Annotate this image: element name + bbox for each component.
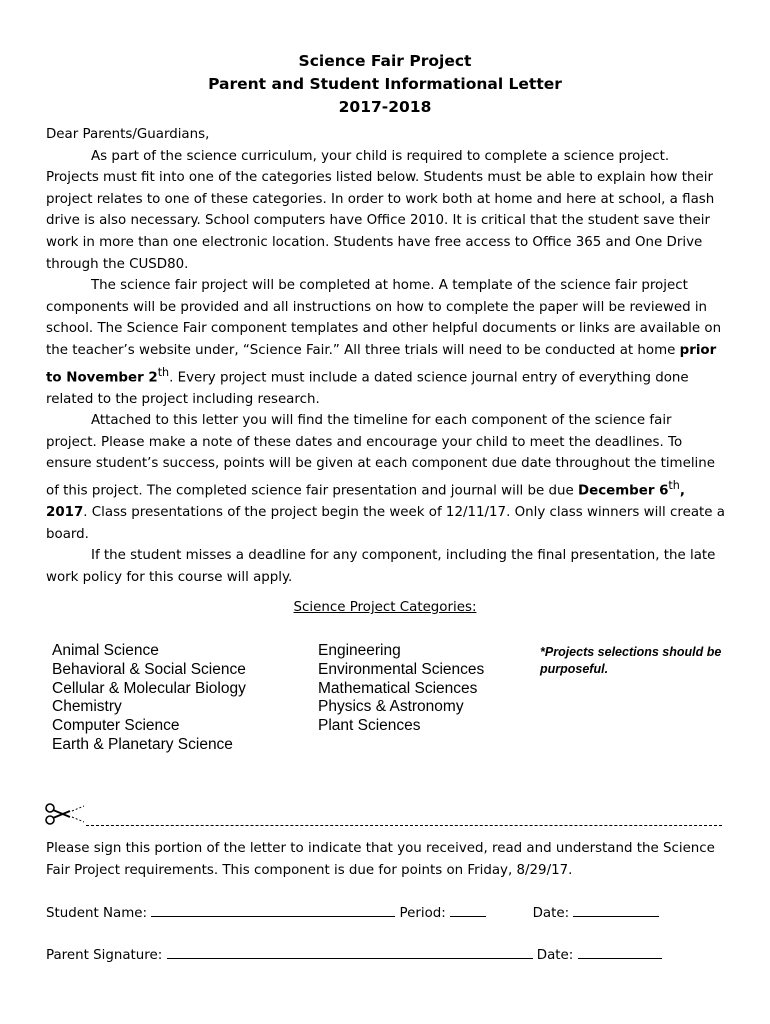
p3-text-b: . Class presentations of the project begin the week of 12/11/17. Only class winners will create a board. (46, 505, 725, 542)
category-item: Earth & Planetary Science (52, 735, 233, 753)
parent-date-line[interactable] (578, 944, 662, 959)
category-item: Computer Science (52, 717, 180, 735)
categories-heading (0, 600, 770, 615)
letter-body (46, 124, 726, 588)
paragraph-2 (46, 275, 726, 410)
categories-column-1 (52, 642, 246, 755)
title-line-1: Science Fair Project (298, 52, 472, 70)
student-name-label: Student Name: (46, 906, 147, 921)
categories-heading-text: Science Project Categories (293, 600, 472, 615)
parent-signature-line[interactable] (167, 944, 533, 959)
period-label: Period: (399, 906, 446, 921)
paragraph-3 (46, 410, 726, 545)
cut-line (86, 825, 722, 826)
categories-column-2 (318, 642, 484, 736)
category-item: Cellular & Molecular Biology (52, 679, 246, 697)
category-item: Chemistry (52, 698, 122, 716)
category-item: Plant Sciences (318, 717, 421, 735)
projects-note: *Projects selections should be purposeful. (540, 645, 722, 676)
student-name-line[interactable] (151, 902, 395, 917)
p3-superscript: th (668, 478, 680, 492)
paragraph-4: If the student misses a deadline for any component, including the final presentation, the late work policy for this course will apply. (46, 548, 716, 585)
parent-date-label: Date: (536, 948, 574, 963)
p3-due-date: December 6 (578, 483, 669, 499)
categories-heading-colon: : (471, 600, 477, 615)
p3-text-a: Attached to this letter you will find the timeline for each component of the science fair project. Please make a note of these dates and encourage your child to meet the deadlines. To ensure student’s success, points will be given at each component due date throughout the timeline of this project. The completed science fair presentation and journal will be due (46, 413, 715, 499)
student-date-line[interactable] (573, 902, 659, 917)
period-line[interactable] (450, 902, 486, 917)
p2-deadline: prior to November 2 (46, 342, 717, 385)
p2-text-a: The science fair project will be completed at home. A template of the science fair project components will be provided and all instructions on how to complete the paper will be reviewed in school. The Science Fair component templates and other helpful documents or links are available on the teacher’s website under, “Science Fair.” All three trials will need to be conducted at home (46, 278, 722, 358)
p2-text-b: . Every project must include a dated science journal entry of everything done related to the project including research. (46, 370, 689, 407)
student-date-label: Date: (532, 906, 570, 921)
signoff-instructions: Please sign this portion of the letter to indicate that you received, read and understand the Science Fair Project requirements. This component is due for points on Friday, 8/29/17. (46, 841, 715, 878)
category-item: Animal Science (52, 642, 159, 659)
p2-superscript: th (157, 365, 170, 379)
p3-due-year: , 2017 (46, 483, 685, 521)
salutation: Dear Parents/Guardians, (46, 127, 210, 142)
category-item: Physics & Astronomy (318, 698, 464, 716)
category-item: Mathematical Sciences (318, 679, 478, 697)
letter-title (0, 50, 770, 119)
category-item: Behavioral & Social Science (52, 660, 246, 678)
parent-signature-label: Parent Signature: (46, 948, 163, 963)
title-line-3: 2017-2018 (338, 98, 432, 116)
paragraph-1: As part of the science curriculum, your child is required to complete a science project. Projects must fit into one of the categories listed below. Students must be able to explain how their project relates to one of these categories. In order to work both at home and here at school, a flash drive is also necessary. School computers have Office 2010. It is critical that the student save their work in more than one electronic location. Students have free access to Office 365 and One Drive through the CUSD80. (46, 148, 715, 272)
category-item: Environmental Sciences (318, 660, 485, 678)
category-item: Engineering (318, 642, 401, 659)
parent-row (46, 944, 662, 963)
scissors-icon (44, 802, 86, 826)
student-row (46, 902, 659, 921)
title-line-2: Parent and Student Informational Letter (208, 75, 562, 93)
